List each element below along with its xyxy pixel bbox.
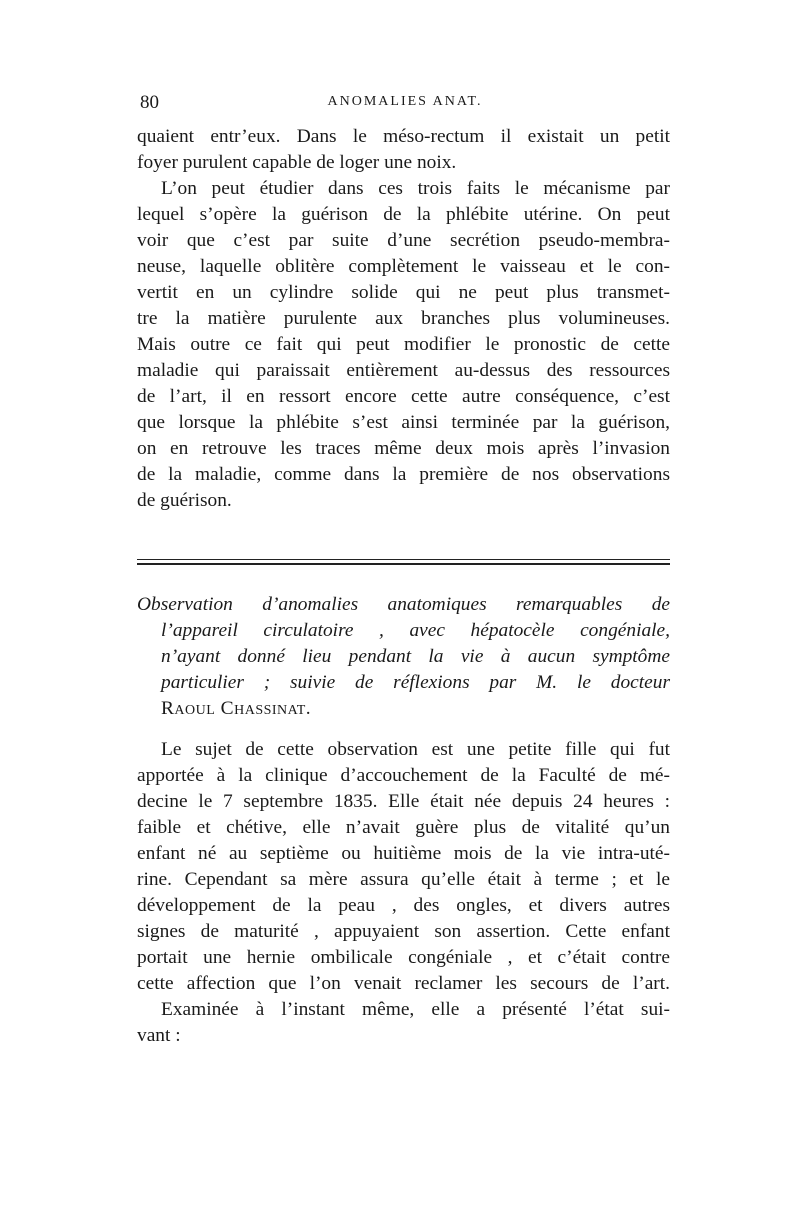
text-line: apportée à la clinique d’accouchement de la Faculté de mé- [137,765,670,786]
page-number: 80 [140,92,159,113]
text-line: signes de maturité , appuyaient son assertion. Cette enfant [137,921,670,942]
title-line: particulier ; suivie de réflexions par M. le docteur [161,672,670,693]
text-line: L’on peut étudier dans ces trois faits le mécanisme par [161,178,670,199]
observation-body [137,737,670,1049]
text-line: lequel s’opère la guérison de la phlébite utérine. On peut [137,204,670,225]
text-line: Examinée à l’instant même, elle a présenté l’état sui- [161,999,670,1020]
paragraph-continuation [137,124,670,514]
text-line: faible et chétive, elle n’avait guère plus de vitalité qu’un [137,817,670,838]
text-line: développement de la peau , des ongles, et divers autres [137,895,670,916]
text-line: cette affection que l’on venait reclamer les secours de l’art. [137,973,670,994]
text-line: Mais outre ce fait qui peut modifier le pronostic de cette [137,334,670,355]
title-line: Observation d’anomalies anatomiques remarquables de [137,594,670,615]
text-line: que lorsque la phlébite s’est ainsi terminée par la guérison, [137,412,670,433]
text-line: tre la matière purulente aux branches plus volumineuses. [137,308,670,329]
text-line: rine. Cependant sa mère assura qu’elle était à terme ; et le [137,869,670,890]
text-line: de la maladie, comme dans la première de nos observations [137,464,670,485]
text-line: foyer purulent capable de loger une noix. [137,152,457,173]
text-line: de guérison. [137,490,232,511]
text-line: neuse, laquelle oblitère complètement le vaisseau et le con- [137,256,670,277]
author-name: Raoul Chassinat. [161,698,312,719]
title-line: n’ayant donné lieu pendant la vie à aucun symptôme [161,646,670,667]
text-line: Le sujet de cette observation est une petite fille qui fut [161,739,670,760]
text-line: de l’art, il en ressort encore cette autre conséquence, c’est [137,386,670,407]
running-head: ANOMALIES ANAT. [327,94,483,109]
text-line: maladie qui paraissait entièrement au-dessus des ressources [137,360,670,381]
text-line: voir que c’est par suite d’une secrétion pseudo-membra- [137,230,670,251]
observation-title [137,592,670,722]
text-line: decine le 7 septembre 1835. Elle était née depuis 24 heures : [137,791,670,812]
text-line: vertit en un cylindre solide qui ne peut plus transmet- [137,282,670,303]
section-divider [137,563,670,565]
text-line: quaient entr’eux. Dans le méso-rectum il existait un petit [137,126,670,147]
text-line: on en retrouve les traces même deux mois après l’invasion [137,438,670,459]
text-line: vant : [137,1025,181,1046]
section-divider [137,559,670,560]
text-line: portait une hernie ombilicale congéniale , et c’était contre [137,947,670,968]
title-line: l’appareil circulatoire , avec hépatocèle congéniale, [161,620,670,641]
text-line: enfant né au septième ou huitième mois de la vie intra-uté- [137,843,670,864]
page-header [140,92,670,116]
